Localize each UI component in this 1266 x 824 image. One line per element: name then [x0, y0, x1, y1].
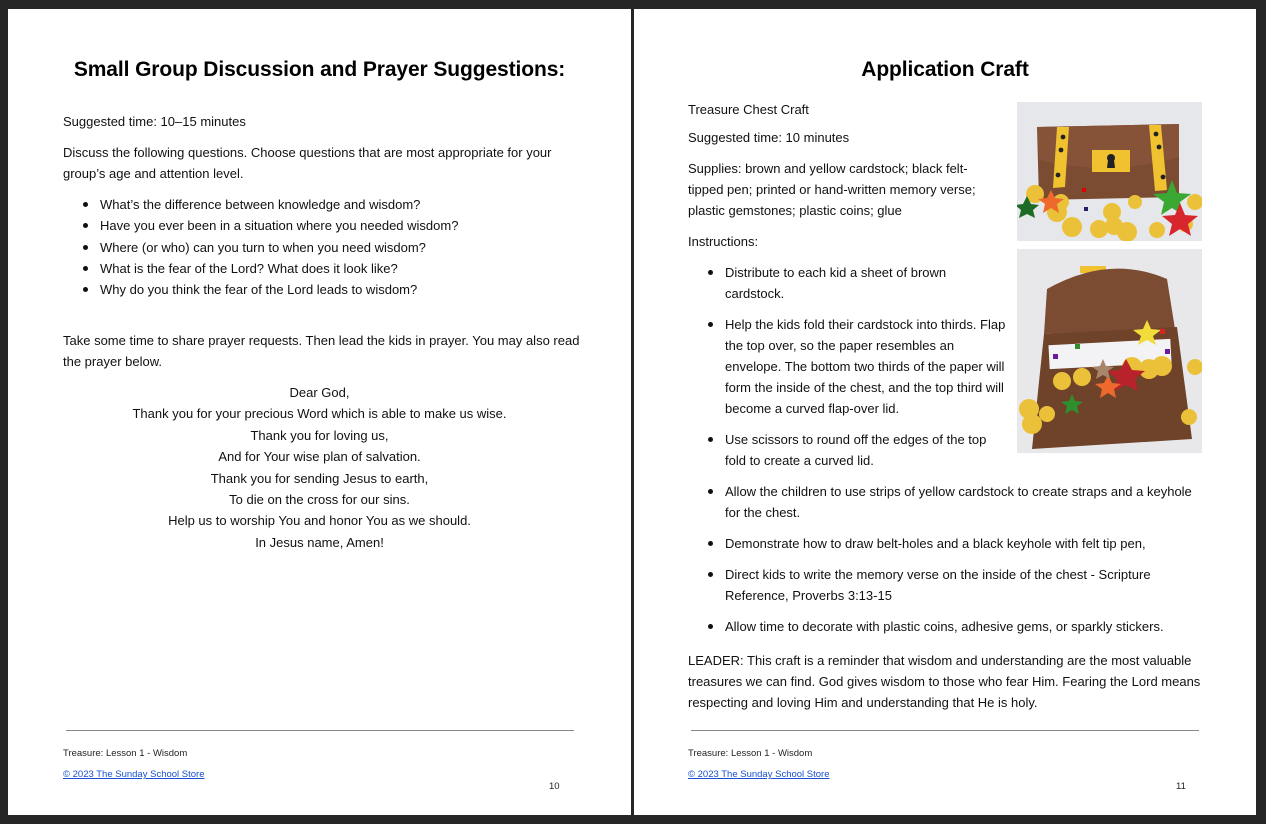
- footer-divider: [691, 730, 1199, 731]
- page-11: [634, 9, 1256, 815]
- step-item: Help the kids fold their cardstock into thirds. Flap the top over, so the paper resembles an envelope. The bottom two thirds of the paper will form the inside of the chest, and the top third will become a curved flap-over lid.: [688, 314, 1008, 419]
- prayer-line: Thank you for sending Jesus to earth,: [210, 470, 429, 486]
- prayer-line: Thank you for loving us,: [250, 427, 389, 443]
- leader-note: LEADER: This craft is a reminder that wisdom and understanding are the most valuable treasures we can find. God gives wisdom to those who fear Him. Fearing the Lord means respecting and loving Him and understanding that He is holy.: [688, 653, 1201, 710]
- prayer-line: Help us to worship You and honor You as we should.: [168, 513, 471, 529]
- prayer-intro: Take some time to share prayer requests. Then lead the kids in prayer. You may also read the prayer below.: [63, 333, 580, 369]
- step-item: Distribute to each kid a sheet of brown cardstock.: [688, 262, 1003, 304]
- question-item: Have you ever been in a situation where you needed wisdom?: [63, 215, 583, 236]
- question-item: What’s the difference between knowledge and wisdom?: [63, 194, 583, 215]
- prayer-line: Dear God,: [289, 385, 350, 400]
- page-title: Application Craft: [861, 58, 1029, 81]
- discussion-questions: [63, 194, 583, 300]
- question-item: Why do you think the fear of the Lord leads to wisdom?: [63, 279, 583, 300]
- prayer-line: Thank you for your precious Word which is able to make us wise.: [132, 406, 507, 422]
- page-number: 10: [549, 781, 560, 792]
- question-item: Where (or who) can you turn to when you need wisdom?: [63, 237, 583, 258]
- prayer-line: To die on the cross for our sins.: [229, 491, 410, 507]
- question-item: What is the fear of the Lord? What does it look like?: [63, 258, 583, 279]
- copyright-link[interactable]: © 2023 The Sunday School Store: [688, 769, 830, 780]
- step-item: Demonstrate how to draw belt-holes and a black keyhole with felt tip pen,: [688, 533, 1208, 554]
- closed-chest-photo: [1017, 102, 1202, 241]
- step-item: Use scissors to round off the edges of the top fold to create a curved lid.: [688, 429, 1008, 471]
- footer-divider: [66, 730, 574, 731]
- supplies-list: Supplies: brown and yellow cardstock; black felt-tipped pen; printed or hand-written memory verse; plastic gemstones; plastic coins; glue: [688, 161, 976, 218]
- prayer-line: And for Your wise plan of salvation.: [218, 449, 421, 465]
- discussion-intro: Discuss the following questions. Choose questions that are most appropriate for your group’s age and attention level.: [63, 145, 552, 181]
- suggested-time: Suggested time: 10–15 minutes: [63, 114, 246, 129]
- step-item: Allow time to decorate with plastic coins, adhesive gems, or sparkly stickers.: [688, 616, 1208, 637]
- footer-series: Treasure: Lesson 1 - Wisdom: [63, 748, 188, 759]
- page-title: Small Group Discussion and Prayer Suggestions:: [73, 58, 566, 81]
- treasure-chest-image: [1017, 102, 1202, 241]
- prayer-line: In Jesus name, Amen!: [255, 534, 384, 550]
- craft-name: Treasure Chest Craft: [688, 102, 809, 117]
- step-item: Direct kids to write the memory verse on the inside of the chest - Scripture Reference, Proverbs 3:13-15: [688, 564, 1208, 606]
- open-treasure-chest-image: [1017, 249, 1202, 453]
- open-chest-photo: [1017, 249, 1202, 453]
- page-10: [8, 9, 631, 815]
- step-item: Allow the children to use strips of yellow cardstock to create straps and a keyhole for the chest.: [688, 481, 1208, 523]
- page-number: 11: [1176, 781, 1186, 792]
- copyright-link[interactable]: © 2023 The Sunday School Store: [63, 769, 205, 780]
- instructions-label: Instructions:: [688, 234, 759, 249]
- footer-series: Treasure: Lesson 1 - Wisdom: [688, 748, 813, 759]
- prayer-text: [8, 382, 631, 553]
- suggested-time: Suggested time: 10 minutes: [688, 130, 850, 145]
